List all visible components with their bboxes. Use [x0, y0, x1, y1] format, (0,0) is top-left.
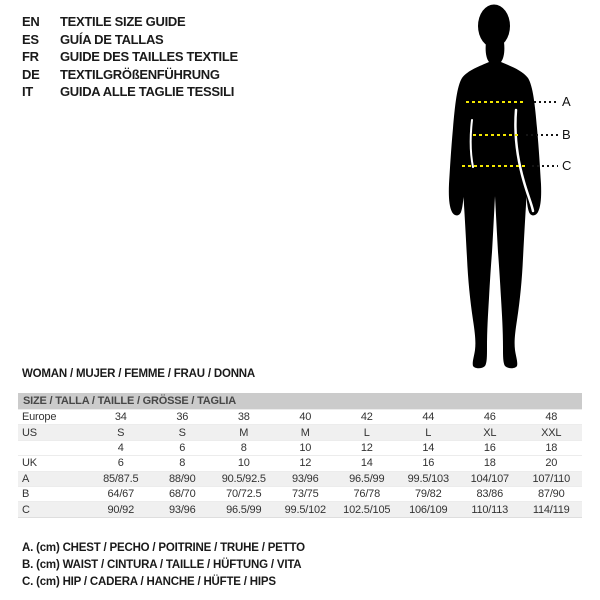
- language-code: EN: [22, 14, 40, 29]
- table-row: [18, 410, 582, 425]
- table-row: [18, 471, 582, 486]
- size-cell: 16: [459, 440, 521, 455]
- legend-waist: B. (cm) WAIST / CINTURA / TAILLE / HÜFTUNG / VITA: [22, 559, 302, 572]
- size-cell: 76/78: [336, 486, 398, 501]
- chest-leader-line: [534, 101, 558, 103]
- size-cell: 4: [90, 440, 152, 455]
- size-cell: 93/96: [275, 471, 337, 486]
- language-row: [22, 13, 238, 31]
- size-cell: 6: [90, 456, 152, 471]
- size-cell: 42: [336, 410, 398, 425]
- waist-measure-line: [473, 134, 519, 136]
- size-cell: 6: [152, 440, 214, 455]
- table-header: SIZE / TALLA / TAILLE / GRÖSSE / TAGLIA: [18, 393, 582, 410]
- language-code: FR: [22, 49, 39, 65]
- table-row: [18, 486, 582, 501]
- size-cell: 48: [521, 410, 583, 425]
- row-label: C: [18, 502, 90, 517]
- table-header-row: [18, 393, 582, 410]
- size-cell: XL: [459, 425, 521, 440]
- size-cell: 16: [398, 456, 460, 471]
- size-cell: 90.5/92.5: [213, 471, 275, 486]
- language-header: [22, 13, 238, 101]
- size-cell: 38: [213, 410, 275, 425]
- table-row: [18, 502, 582, 517]
- size-cell: 8: [152, 456, 214, 471]
- size-cell: 70/72.5: [213, 486, 275, 501]
- marker-letter-c: C: [562, 158, 572, 173]
- size-cell: 10: [213, 456, 275, 471]
- row-label: B: [18, 486, 90, 501]
- size-cell: 99.5/102: [275, 502, 337, 517]
- language-label: GUÍA DE TALLAS: [60, 31, 164, 47]
- size-cell: 102.5/105: [336, 502, 398, 517]
- language-code: IT: [22, 84, 33, 100]
- row-label: US: [18, 425, 90, 440]
- size-cell: 8: [213, 440, 275, 455]
- table-row: [18, 456, 582, 471]
- row-label: [18, 440, 90, 455]
- size-cell: 87/90: [521, 486, 583, 501]
- size-cell: 83/86: [459, 486, 521, 501]
- hip-measure-line: [462, 165, 527, 167]
- size-cell: 114/119: [521, 502, 583, 517]
- size-cell: S: [152, 425, 214, 440]
- size-cell: S: [90, 425, 152, 440]
- size-cell: 18: [459, 456, 521, 471]
- size-cell: 18: [521, 440, 583, 455]
- size-cell: 44: [398, 410, 460, 425]
- size-cell: 12: [336, 440, 398, 455]
- measurement-figure: [420, 0, 600, 380]
- measurement-legend: [22, 540, 305, 592]
- language-row: [22, 48, 238, 66]
- marker-letter-b: B: [562, 127, 571, 142]
- size-cell: XXL: [521, 425, 583, 440]
- chest-measure-line: [466, 101, 526, 103]
- language-label: GUIDA ALLE TAGLIE TESSILI: [60, 84, 235, 100]
- size-cell: 79/82: [398, 486, 460, 501]
- language-label: TEXTILGRÖßENFÜHRUNG: [60, 66, 220, 82]
- size-cell: 40: [275, 410, 337, 425]
- row-label: UK: [18, 456, 90, 471]
- size-cell: 85/87.5: [90, 471, 152, 486]
- legend-hip: C. (cm) HIP / CADERA / HANCHE / HÜFTE / HIPS: [22, 576, 276, 589]
- size-cell: 12: [275, 456, 337, 471]
- size-cell: 64/67: [90, 486, 152, 501]
- size-cell: 20: [521, 456, 583, 471]
- legend-chest: A. (cm) CHEST / PECHO / POITRINE / TRUHE / PETTO: [22, 542, 305, 554]
- size-cell: 107/110: [521, 471, 583, 486]
- language-code: DE: [22, 66, 40, 82]
- row-label: Europe: [18, 410, 90, 425]
- size-cell: M: [275, 425, 337, 440]
- size-cell: 46: [459, 410, 521, 425]
- size-cell: 36: [152, 410, 214, 425]
- size-cell: 96.5/99: [336, 471, 398, 486]
- size-cell: 106/109: [398, 502, 460, 517]
- size-table: [18, 393, 582, 518]
- size-cell: 90/92: [90, 502, 152, 517]
- language-code: ES: [22, 31, 39, 47]
- hip-leader-line: [532, 165, 558, 167]
- language-row: [22, 66, 238, 84]
- woman-silhouette-icon: [420, 0, 600, 380]
- size-cell: 68/70: [152, 486, 214, 501]
- size-cell: L: [336, 425, 398, 440]
- size-cell: 96.5/99: [213, 502, 275, 517]
- size-cell: L: [398, 425, 460, 440]
- size-table-body: [18, 410, 582, 518]
- size-cell: 34: [90, 410, 152, 425]
- size-cell: 10: [275, 440, 337, 455]
- table-row: [18, 425, 582, 440]
- size-cell: 93/96: [152, 502, 214, 517]
- size-cell: 88/90: [152, 471, 214, 486]
- size-cell: 99.5/103: [398, 471, 460, 486]
- size-cell: 14: [398, 440, 460, 455]
- size-cell: 14: [336, 456, 398, 471]
- size-cell: M: [213, 425, 275, 440]
- row-label: A: [18, 471, 90, 486]
- section-title: WOMAN / MUJER / FEMME / FRAU / DONNA: [22, 368, 256, 380]
- waist-leader-line: [526, 134, 558, 136]
- marker-letter-a: A: [562, 94, 571, 109]
- size-cell: 110/113: [459, 502, 521, 517]
- language-row: [22, 31, 238, 49]
- language-row: [22, 83, 238, 101]
- table-row: [18, 440, 582, 455]
- size-cell: 73/75: [275, 486, 337, 501]
- size-cell: 104/107: [459, 471, 521, 486]
- language-label: TEXTILE SIZE GUIDE: [60, 14, 186, 29]
- language-label: GUIDE DES TAILLES TEXTILE: [60, 49, 238, 65]
